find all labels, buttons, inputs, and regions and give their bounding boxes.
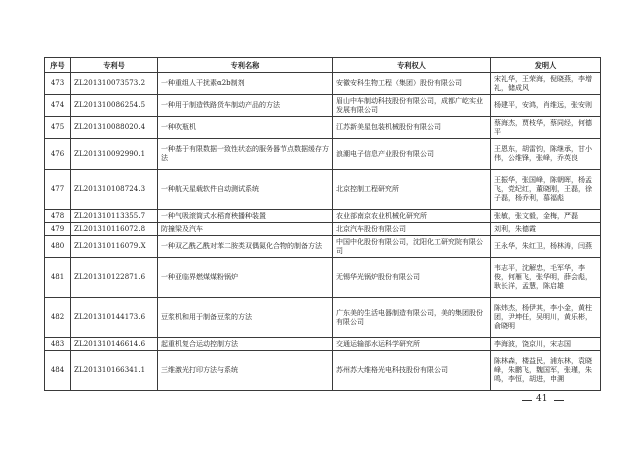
footer-rule-left (522, 400, 532, 401)
cell-seq: 473 (45, 73, 71, 95)
cell-inventors: 王振华，张国峰，陈朝晖，杨孟飞，党纪红，董晓刚，王磊，徐子磊，杨乔利，慕福彪 (491, 170, 601, 210)
cell-inventors: 李海波，饶京川，宋志国 (491, 338, 601, 351)
cell-patent-no: ZL201310088020.4 (71, 117, 158, 139)
cell-patent-name: 三维激光打印方法与系统 (158, 351, 333, 391)
cell-patent-name: 一种亚临界燃煤煤粉锅炉 (158, 258, 333, 298)
cell-patent-holder: 中国中化股份有限公司，沈阳化工研究院有限公司 (333, 236, 491, 258)
cell-patent-no: ZL201310166341.1 (71, 351, 158, 391)
cell-patent-no: ZL201310144173.6 (71, 298, 158, 338)
cell-seq: 482 (45, 298, 71, 338)
cell-seq: 481 (45, 258, 71, 298)
cell-patent-holder: 无锡华光锅炉股份有限公司 (333, 258, 491, 298)
header-patent-no: 专利号 (71, 58, 158, 73)
cell-patent-name: 一种基于有限数据一致性状态的服务器节点数据缓存方法 (158, 139, 333, 170)
cell-seq: 475 (45, 117, 71, 139)
cell-seq: 474 (45, 95, 71, 117)
cell-patent-no: ZL201310108724.3 (71, 170, 158, 210)
patent-table (44, 57, 601, 391)
cell-seq: 477 (45, 170, 71, 210)
table-row (45, 210, 601, 223)
cell-patent-holder: 北京控制工程研究所 (333, 170, 491, 210)
table-row (45, 298, 601, 338)
table-row (45, 95, 601, 117)
cell-patent-holder: 广东美的生活电器制造有限公司，美的集团股份有限公司 (333, 298, 491, 338)
cell-patent-name: 起重机复合运动控制方法 (158, 338, 333, 351)
cell-patent-holder: 苏州苏大维格光电科技股份有限公司 (333, 351, 491, 391)
cell-inventors: 王永华，朱红卫，杨林涛，闫燕 (491, 236, 601, 258)
cell-inventors: 陈炜杰，杨伊其，李小金，黄柱团，尹坤任，吴明川，黄乐彬，俞晓明 (491, 298, 601, 338)
cell-patent-holder: 交通运输部水运科学研究所 (333, 338, 491, 351)
cell-patent-no: ZL201310116072.8 (71, 223, 158, 236)
cell-patent-holder: 江苏新美星包装机械股份有限公司 (333, 117, 491, 139)
cell-patent-no: ZL201310146614.6 (71, 338, 158, 351)
table-row (45, 236, 601, 258)
cell-patent-name: 一种气吸滚筒式水稻育秧播种装置 (158, 210, 333, 223)
header-patent-holder: 专利权人 (333, 58, 491, 73)
cell-seq: 480 (45, 236, 71, 258)
cell-seq: 478 (45, 210, 71, 223)
cell-seq: 484 (45, 351, 71, 391)
table-row (45, 338, 601, 351)
cell-patent-holder: 眉山中车制动科技股份有限公司，成都广屹实业发展有限公司 (333, 95, 491, 117)
cell-patent-name: 一种吹瓶机 (158, 117, 333, 139)
cell-patent-no: ZL201310116079.X (71, 236, 158, 258)
cell-patent-holder: 浪潮电子信息产业股份有限公司 (333, 139, 491, 170)
cell-patent-holder: 安徽安科生物工程（集团）股份有限公司 (333, 73, 491, 95)
table-row (45, 351, 601, 391)
cell-patent-name: 防撞梁及汽车 (158, 223, 333, 236)
table-row (45, 258, 601, 298)
cell-patent-name: 豆浆机和用于制备豆浆的方法 (158, 298, 333, 338)
cell-patent-name: 一种用于制造铁路货车制动产品的方法 (158, 95, 333, 117)
cell-inventors: 宋礼华，王荣海，倪晓燕，李增礼，储成风 (491, 73, 601, 95)
page-number: 41 (536, 394, 548, 404)
table-row (45, 139, 601, 170)
cell-inventors: 杨建平，安鸿，肖维远，张安则 (491, 95, 601, 117)
cell-patent-no: ZL201310086254.5 (71, 95, 158, 117)
cell-inventors: 陈林森，楼益民，浦东林，袁晓峰，朱鹏飞，魏国军，张瑾，朱鸣，李恒，胡进，申溯 (491, 351, 601, 391)
cell-patent-no: ZL201310122871.6 (71, 258, 158, 298)
cell-inventors: 张敏，张文毅，金梅，严磊 (491, 210, 601, 223)
table-header-row (45, 58, 601, 73)
header-patent-name: 专利名称 (158, 58, 333, 73)
cell-seq: 483 (45, 338, 71, 351)
cell-seq: 476 (45, 139, 71, 170)
table-row (45, 73, 601, 95)
cell-patent-name: 一种重组人干扰素α2b制剂 (158, 73, 333, 95)
cell-seq: 479 (45, 223, 71, 236)
table-row (45, 117, 601, 139)
cell-patent-holder: 农业部南京农业机械化研究所 (333, 210, 491, 223)
footer-rule-right (554, 400, 564, 401)
cell-inventors: 王恩东，胡雷钧，陈继承，甘小伟，公维锋，张峰，乔英良 (491, 139, 601, 170)
table-row (45, 223, 601, 236)
cell-patent-name: 一种航天星载软件自动测试系统 (158, 170, 333, 210)
cell-patent-no: ZL201310073573.2 (71, 73, 158, 95)
header-inventors: 发明人 (491, 58, 601, 73)
cell-inventors: 韦志平，沈解忠，毛军华，李俊，何雁飞，张华明，薛会彪，耿长洋，孟慧，陈启雄 (491, 258, 601, 298)
cell-patent-no: ZL201310113355.7 (71, 210, 158, 223)
cell-patent-name: 一种双乙酰乙酰对苯二胺类双偶氮化合物的制备方法 (158, 236, 333, 258)
cell-inventors: 刘利，朱德霞 (491, 223, 601, 236)
cell-inventors: 蔡海杰，贾枝华，蔡同经，何德平 (491, 117, 601, 139)
header-seq: 序号 (45, 58, 71, 73)
cell-patent-no: ZL201310092990.1 (71, 139, 158, 170)
table-row (45, 170, 601, 210)
cell-patent-holder: 北京汽车股份有限公司 (333, 223, 491, 236)
